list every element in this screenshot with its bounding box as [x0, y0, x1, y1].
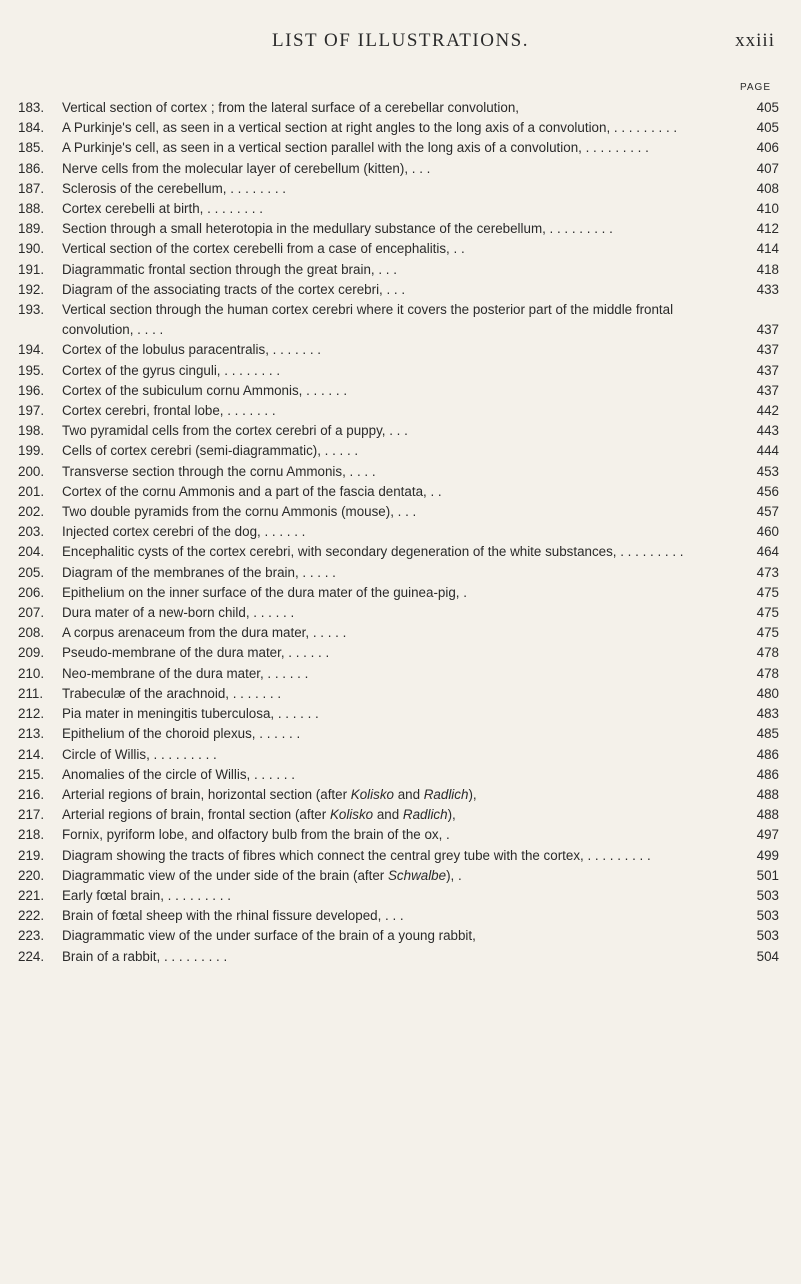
list-item [18, 542, 783, 562]
list-item [18, 138, 783, 158]
figure-caption: Cortex of the cornu Ammonis and a part of the fascia dentata, . . [62, 483, 442, 499]
caption-text: ), [468, 786, 477, 802]
page-reference: 437 [756, 322, 779, 338]
figure-caption: Brain of fœtal sheep with the rhinal fissure developed, . . . [62, 908, 404, 924]
figure-caption: Diagrammatic frontal section through the great brain, . . . [62, 261, 397, 277]
figure-number: 216. [18, 786, 45, 802]
list-item [18, 603, 783, 623]
figure-number: 213. [18, 726, 45, 742]
page-reference: 486 [756, 766, 779, 782]
figure-caption [62, 805, 731, 825]
cited-author: Kolisko [350, 786, 394, 802]
list-item [18, 482, 783, 502]
figure-caption: Vertical section of cortex ; from the lateral surface of a cerebellar convolution, [62, 100, 519, 115]
page-reference: 418 [756, 261, 779, 277]
page-reference: 475 [756, 605, 779, 621]
list-item [18, 118, 783, 138]
figure-number: 202. [18, 504, 45, 520]
list-item [18, 300, 783, 340]
figure-number: 193. [18, 302, 45, 318]
figure-number: 218. [18, 827, 45, 843]
figure-caption: Early fœtal brain, . . . . . . . . . [62, 887, 231, 903]
page-reference: 478 [756, 645, 779, 661]
caption-text: Arterial regions of brain, horizontal section (after [62, 786, 351, 802]
list-item [18, 805, 783, 825]
page-reference: 480 [756, 685, 779, 701]
figure-caption: Pseudo-membrane of the dura mater, . . . . . . [62, 645, 330, 661]
list-item [18, 239, 783, 259]
figure-number: 220. [18, 867, 45, 883]
list-item [18, 502, 783, 522]
page-reference: 486 [756, 746, 779, 762]
figure-number: 211. [18, 685, 44, 701]
figure-caption: Fornix, pyriform lobe, and olfactory bulb from the brain of the ox, . [62, 827, 450, 843]
figure-caption [62, 866, 731, 886]
figure-number: 215. [18, 766, 45, 782]
page-reference: 406 [756, 140, 779, 156]
page-reference: 437 [756, 342, 779, 358]
page-reference: 501 [756, 867, 779, 883]
figure-number: 198. [18, 423, 45, 439]
page-reference: 475 [756, 625, 779, 641]
page-reference: 443 [756, 423, 779, 439]
page-reference: 457 [756, 504, 779, 520]
figure-number: 192. [18, 281, 45, 297]
figure-caption: Diagram showing the tracts of fibres which connect the central grey tube with the cortex, . . . . . . . . . [62, 847, 651, 863]
list-item [18, 199, 783, 219]
page-reference: 488 [756, 786, 779, 802]
list-item [18, 280, 783, 300]
list-item [18, 785, 783, 805]
caption-text: and [373, 807, 403, 823]
figure-caption: Transverse section through the cornu Ammonis, . . . . [62, 463, 376, 479]
cited-author: Schwalbe [388, 867, 447, 883]
list-item [18, 401, 783, 421]
figure-caption: Injected cortex cerebri of the dog, . . . . . . [62, 524, 306, 540]
page-reference: 437 [756, 362, 779, 378]
list-item [18, 522, 783, 542]
page-reference: 503 [756, 887, 779, 903]
figure-number: 197. [18, 403, 45, 419]
page-number: xxiii [735, 30, 775, 51]
list-item [18, 684, 783, 704]
figure-number: 189. [18, 221, 45, 237]
figure-number: 195. [18, 362, 45, 378]
list-item [18, 623, 783, 643]
figure-caption: Epithelium of the choroid plexus, . . . . . . [62, 726, 301, 742]
figure-number: 207. [18, 605, 45, 621]
page-reference: 488 [756, 807, 779, 823]
figure-caption: Cortex of the gyrus cinguli, . . . . . . . . [62, 362, 281, 378]
figure-caption: Cortex cerebelli at birth, . . . . . . . . [62, 201, 263, 217]
figure-number: 214. [18, 746, 45, 762]
figure-number: 185. [18, 140, 45, 156]
figure-number: 183. [18, 100, 45, 115]
figure-caption: Cortex cerebri, frontal lobe, . . . . . . . [62, 403, 276, 419]
list-item [18, 745, 783, 765]
cited-author: Radlich [402, 807, 448, 823]
figure-number: 186. [18, 160, 45, 176]
page-reference: 475 [756, 584, 779, 600]
list-item [18, 886, 783, 906]
list-item [18, 219, 783, 239]
list-item [18, 421, 783, 441]
page-reference: 503 [756, 908, 779, 924]
page-reference: 405 [756, 100, 779, 115]
figure-number: 209. [18, 645, 45, 661]
figure-caption: Pia mater in meningitis tuberculosa, . . . . . . [62, 706, 319, 722]
figure-number: 203. [18, 524, 45, 540]
figure-caption: Anomalies of the circle of Willis, . . . . . . [62, 766, 295, 782]
page-reference: 437 [756, 382, 779, 398]
figure-caption: A Purkinje's cell, as seen in a vertical section at right angles to the long axis of a convolution, . . . . . . . . . [62, 120, 678, 136]
caption-text: Diagrammatic view of the under side of the brain (after [62, 867, 388, 883]
page-reference: 412 [756, 221, 779, 237]
figure-caption: Cortex of the subiculum cornu Ammonis, . . . . . . [62, 382, 348, 398]
figure-number: 212. [18, 706, 45, 722]
figure-caption: Nerve cells from the molecular layer of cerebellum (kitten), . . . [62, 160, 431, 176]
figure-caption: Two double pyramids from the cornu Ammonis (mouse), . . . [62, 504, 417, 520]
figure-number: 187. [18, 180, 45, 196]
figure-number: 200. [18, 463, 45, 479]
figure-caption: Circle of Willis, . . . . . . . . . [62, 746, 217, 762]
figure-number: 206. [18, 584, 45, 600]
list-item [18, 906, 783, 926]
page-reference: 478 [756, 665, 779, 681]
figure-caption: Sclerosis of the cerebellum, . . . . . . . . [62, 180, 287, 196]
list-item [18, 462, 783, 482]
figure-number: 210. [18, 665, 45, 681]
figure-number: 223. [18, 928, 45, 944]
list-item [18, 664, 783, 684]
list-item [18, 159, 783, 179]
figure-number: 204. [18, 544, 45, 560]
page-reference: 504 [756, 948, 779, 964]
figure-caption: Brain of a rabbit, . . . . . . . . . [62, 948, 228, 964]
list-item [18, 866, 783, 886]
caption-text: Arterial regions of brain, frontal section (after [62, 807, 330, 823]
figure-caption: Dura mater of a new-born child, . . . . . . [62, 605, 295, 621]
figure-number: 194. [18, 342, 45, 358]
page-reference: 453 [756, 463, 779, 479]
figure-caption: Vertical section through the human cortex cerebri where it covers the posterior part of the middle frontal convolution, . . . . [62, 302, 674, 338]
caption-text: ), [447, 807, 456, 823]
figure-number: 205. [18, 564, 45, 580]
page-reference: 442 [756, 403, 779, 419]
list-item [18, 340, 783, 360]
list-item [18, 643, 783, 663]
page-reference: 414 [756, 241, 779, 257]
list-item [18, 563, 783, 583]
figure-caption: Two pyramidal cells from the cortex cerebri of a puppy, . . . [62, 423, 408, 439]
figure-number: 219. [18, 847, 45, 863]
figure-caption: Diagram of the associating tracts of the cortex cerebri, . . . [62, 281, 406, 297]
list-item [18, 724, 783, 744]
caption-text: and [393, 786, 424, 802]
figure-caption: Vertical section of the cortex cerebelli from a case of encephalitis, . . [62, 241, 465, 257]
list-item [18, 381, 783, 401]
figure-number: 191. [18, 261, 45, 277]
figure-number: 196. [18, 382, 45, 398]
figure-caption: Trabeculæ of the arachnoid, . . . . . . . [62, 685, 282, 701]
page-reference: 473 [756, 564, 779, 580]
figure-number: 217. [18, 807, 45, 823]
list-item [18, 926, 783, 946]
page-reference: 456 [756, 483, 779, 499]
list-item [18, 260, 783, 280]
figure-number: 208. [18, 625, 45, 641]
figure-caption: Cortex of the lobulus paracentralis, . . . . . . . [62, 342, 322, 358]
figure-number: 201. [18, 483, 45, 499]
figure-caption: Diagram of the membranes of the brain, . . . . . [62, 564, 336, 580]
page-reference: 407 [756, 160, 779, 176]
figure-caption: Diagrammatic view of the under surface of the brain of a young rabbit, [62, 928, 476, 944]
running-title: LIST OF ILLUSTRATIONS. [272, 30, 529, 51]
figure-number: 190. [18, 241, 45, 257]
figure-caption: A Purkinje's cell, as seen in a vertical section parallel with the long axis of a convolution, . . . . . . . . . [62, 140, 649, 156]
page-header [0, 20, 801, 60]
list-item [18, 583, 783, 603]
list-item [18, 704, 783, 724]
page-reference: 410 [756, 201, 779, 217]
page-reference: 460 [756, 524, 779, 540]
list-item [18, 98, 783, 118]
page-reference: 499 [756, 847, 779, 863]
page-reference: 433 [756, 281, 779, 297]
page-reference: 503 [756, 928, 779, 944]
cited-author: Kolisko [329, 807, 374, 823]
figure-caption: Neo-membrane of the dura mater, . . . . . . [62, 665, 309, 681]
figure-number: 222. [18, 908, 45, 924]
figure-caption: Cells of cortex cerebri (semi-diagrammatic), . . . . . [62, 443, 359, 459]
figure-caption: Section through a small heterotopia in the medullary substance of the cerebellum, . . . . . . . . . [62, 221, 613, 237]
figure-caption: A corpus arenaceum from the dura mater, . . . . . [62, 625, 347, 641]
caption-text: ), . [446, 867, 462, 883]
list-item [18, 179, 783, 199]
figure-number: 199. [18, 443, 45, 459]
page-reference: 497 [756, 827, 779, 843]
figure-number: 184. [18, 120, 45, 136]
illustration-list [18, 98, 783, 967]
figure-number: 188. [18, 201, 45, 217]
list-item [18, 765, 783, 785]
list-item [18, 947, 783, 967]
figure-caption [62, 785, 731, 805]
page-reference: 464 [756, 544, 779, 560]
figure-number: 224. [18, 948, 45, 964]
list-item [18, 846, 783, 866]
page-reference: 485 [756, 726, 779, 742]
page-column-label: PAGE [739, 82, 771, 93]
cited-author: Radlich [423, 786, 469, 802]
figure-caption: Epithelium on the inner surface of the dura mater of the guinea-pig, . [62, 584, 467, 600]
page-reference: 405 [756, 120, 779, 136]
figure-number: 221. [18, 887, 45, 903]
page-reference: 444 [756, 443, 779, 459]
figure-caption: Encephalitic cysts of the cortex cerebri, with secondary degeneration of the white substances, . . . . . . . . . [62, 544, 684, 560]
page-reference: 408 [756, 180, 779, 196]
list-item [18, 361, 783, 381]
list-item [18, 441, 783, 461]
list-item [18, 825, 783, 845]
page-reference: 483 [756, 706, 779, 722]
